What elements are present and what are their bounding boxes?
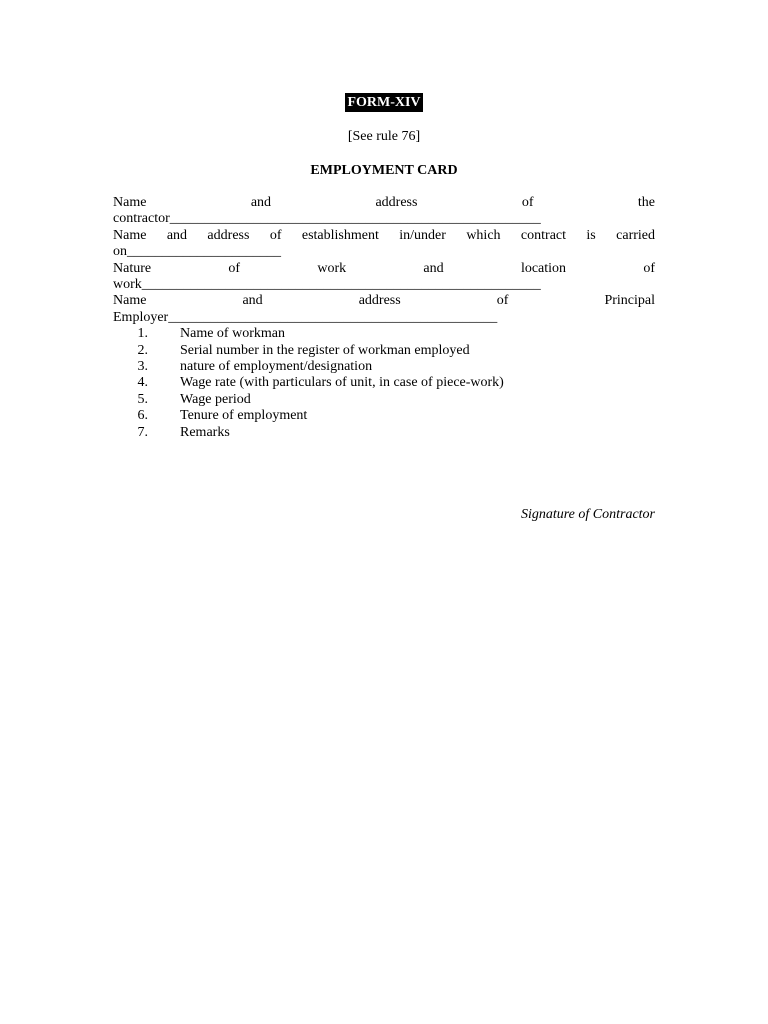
list-item xyxy=(113,375,655,391)
item-text: Wage period xyxy=(180,391,251,407)
item-text: Remarks xyxy=(180,424,230,440)
form-code-heading xyxy=(0,93,768,112)
field-contractor-label: Name and address of the xyxy=(113,195,655,210)
field-work-label: Nature of work and location of xyxy=(113,260,655,276)
card-title: EMPLOYMENT CARD xyxy=(310,163,458,178)
item-number: 1. xyxy=(137,326,148,342)
field-principal-employer-label: Name and address of Principal xyxy=(113,293,655,309)
field-principal-employer-blank: Employer_______________________________________________ xyxy=(113,309,498,325)
list-item xyxy=(113,343,655,359)
field-establishment-blank: on______________________ xyxy=(113,244,281,260)
item-number: 2. xyxy=(137,342,148,358)
item-number: 4. xyxy=(137,375,148,391)
rule-reference: [See rule 76] xyxy=(347,129,421,144)
field-establishment-label: Name and address of establishment in/under which contract is carried xyxy=(113,227,655,243)
item-number: 6. xyxy=(137,408,148,424)
list-item xyxy=(113,392,655,408)
form-code: FORM-XIV xyxy=(347,95,421,110)
item-text: Wage rate (with particulars of unit, in case of piece-work) xyxy=(180,375,504,391)
item-text: Tenure of employment xyxy=(180,408,308,424)
item-number: 7. xyxy=(137,424,148,440)
item-number: 3. xyxy=(137,359,148,375)
form-body xyxy=(113,195,655,441)
list-item xyxy=(113,408,655,424)
list-item xyxy=(113,359,655,375)
item-text: nature of employment/designation xyxy=(180,359,373,375)
item-list xyxy=(113,326,655,441)
field-contractor-blank: contractor_____________________________________________________ xyxy=(113,211,541,227)
item-text: Serial number in the register of workman employed xyxy=(180,342,470,358)
list-item xyxy=(113,326,655,342)
item-number: 5. xyxy=(137,391,148,407)
list-item xyxy=(113,425,655,441)
field-work-blank: work_________________________________________________________ xyxy=(113,277,541,293)
signature-label: Signature of Contractor xyxy=(520,507,655,522)
item-text: Name of workman xyxy=(180,326,285,342)
